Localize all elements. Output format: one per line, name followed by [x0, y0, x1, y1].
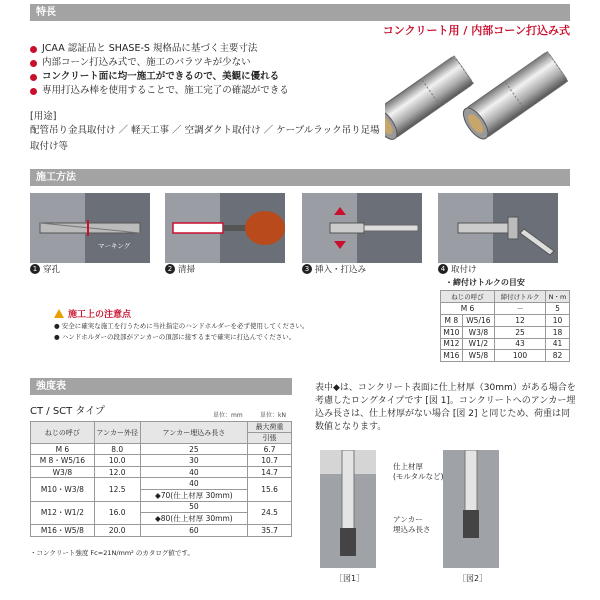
usage-text: 配管吊り金具取付け ／ 軽天工事 ／ 空調ダクト取付け ／ ケーブルラック吊り足場取付け等: [30, 125, 380, 152]
table-row: M10 W3/8 25 18: [441, 326, 570, 338]
feature-item: コンクリート面に均一施工ができるので、美観に優れる: [30, 70, 370, 84]
features-title: 特長: [36, 7, 56, 18]
step-1-image: [30, 193, 150, 263]
embed-length-label: アンカー 埋込み長さ: [393, 515, 431, 534]
table-row: W3/8 12.0 40 14.7: [31, 467, 292, 478]
torque-table: ねじの呼び 締付けトルク N・m M 6 － 5 M 8 W5/16 12 10 M10 W3/8 25 18 M12 W1/2 43 41 M16 W5/8 100 82: [440, 290, 570, 362]
table-row: M 8 W5/16 12 10: [441, 315, 570, 327]
feature-item: 専用打込み棒を使用することで、施工完了の確認ができる: [30, 84, 370, 98]
table-row: ◆70(仕上材厚 30mm): [31, 489, 292, 501]
strength-table: ねじの呼び アンカー外径 アンカー埋込み長さ 最大荷重 引張 M 6 8.0 25 6.7 M 8・W5/16 10.0 30 10.7 W3/8 12.0 40 14.7 M10・W3/8 12.5 40 15.6 ◆70(仕上材厚 30mm) M12・W1/2 16.0 50 24.5 ◆80(仕上材厚 30mm) M16・W5/8 20.0 60 35.7: [30, 421, 292, 537]
strength-title: 強度表: [36, 381, 66, 392]
table-row: ◆80(仕上材厚 30mm): [31, 512, 292, 524]
install-section-bar: [30, 169, 570, 186]
step-4-label: 4 取付け: [438, 263, 477, 275]
table-row: M10・W3/8 12.5 40 15.6: [31, 478, 292, 489]
usage-label: [用途]: [30, 111, 57, 122]
strength-footnote: ・コンクリート強度 Fc=21N/mm² のカタログ値です。: [30, 549, 194, 557]
torque-title: ・締付けトルクの目安: [445, 278, 525, 287]
features-list: [30, 42, 370, 98]
feature-item: JCAA 認証品と SHASE-S 規格品に基づく主要寸法: [30, 42, 370, 56]
table-row: M12・W1/2 16.0 50 24.5: [31, 501, 292, 512]
caution-title: 施工上の注意点: [54, 307, 131, 320]
warning-icon: [54, 309, 64, 318]
step-1-label: 1 穿孔: [30, 263, 60, 275]
table-row: M 6 － 5: [441, 303, 570, 315]
finish-thickness-label: 仕上材厚 (モルタルなど): [393, 462, 444, 481]
step-2-label: 2 清掃: [165, 263, 195, 275]
table-row: M16 W5/8 100 82: [441, 350, 570, 362]
bullet-icon: [30, 74, 37, 81]
caution-item: ● ハンドホルダーの段部がアンカーの頂部に接するまで確実に打込んでください。: [54, 333, 296, 341]
product-subtitle: コンクリート用 / 内部コーン打込み式: [382, 24, 570, 37]
caution-item: ● 安全に確実な施工を行うために当社指定のハンドホルダーを必ず使用してください。: [54, 322, 309, 330]
step-4-image: [438, 193, 558, 263]
bullet-icon: [30, 60, 37, 67]
unit-mm: 単位：mm: [213, 412, 243, 419]
figure-1: [320, 450, 376, 568]
unit-kn: 単位：kN: [260, 412, 286, 419]
step-3-label: 3 挿入・打込み: [302, 263, 366, 275]
marking-label: マーキング: [98, 242, 131, 250]
table-row: M 6 8.0 25 6.7: [31, 444, 292, 455]
long-type-description: 表中◆は、コンクリート表面に仕上材厚（30mm）がある場合を考慮したロングタイプです [図 1]。コンクリートへのアンカー埋込み長さは、仕上材厚がない場合 [図 2] と同じため、荷重は同数値となります。: [315, 383, 576, 432]
bullet-icon: [30, 88, 37, 95]
figure-2: [443, 450, 499, 568]
strength-subtitle: CT / SCT タイプ: [30, 406, 105, 417]
figure-1-caption: ［図1］: [335, 574, 365, 583]
strength-section-bar: [30, 378, 292, 395]
table-row: M16・W5/8 20.0 60 35.7: [31, 524, 292, 536]
install-title: 施工方法: [36, 172, 76, 183]
table-row: M12 W1/2 43 41: [441, 338, 570, 350]
figure-2-caption: ［図2］: [458, 574, 488, 583]
step-2-image: [165, 193, 285, 263]
features-section-bar: [30, 4, 570, 21]
table-row: M 8・W5/16 10.0 30 10.7: [31, 455, 292, 467]
anchor-product-image: [385, 36, 575, 141]
bullet-icon: [30, 46, 37, 53]
feature-item: 内部コーン打込み式で、施工のバラツキが少ない: [30, 56, 370, 70]
step-3-image: [302, 193, 422, 263]
